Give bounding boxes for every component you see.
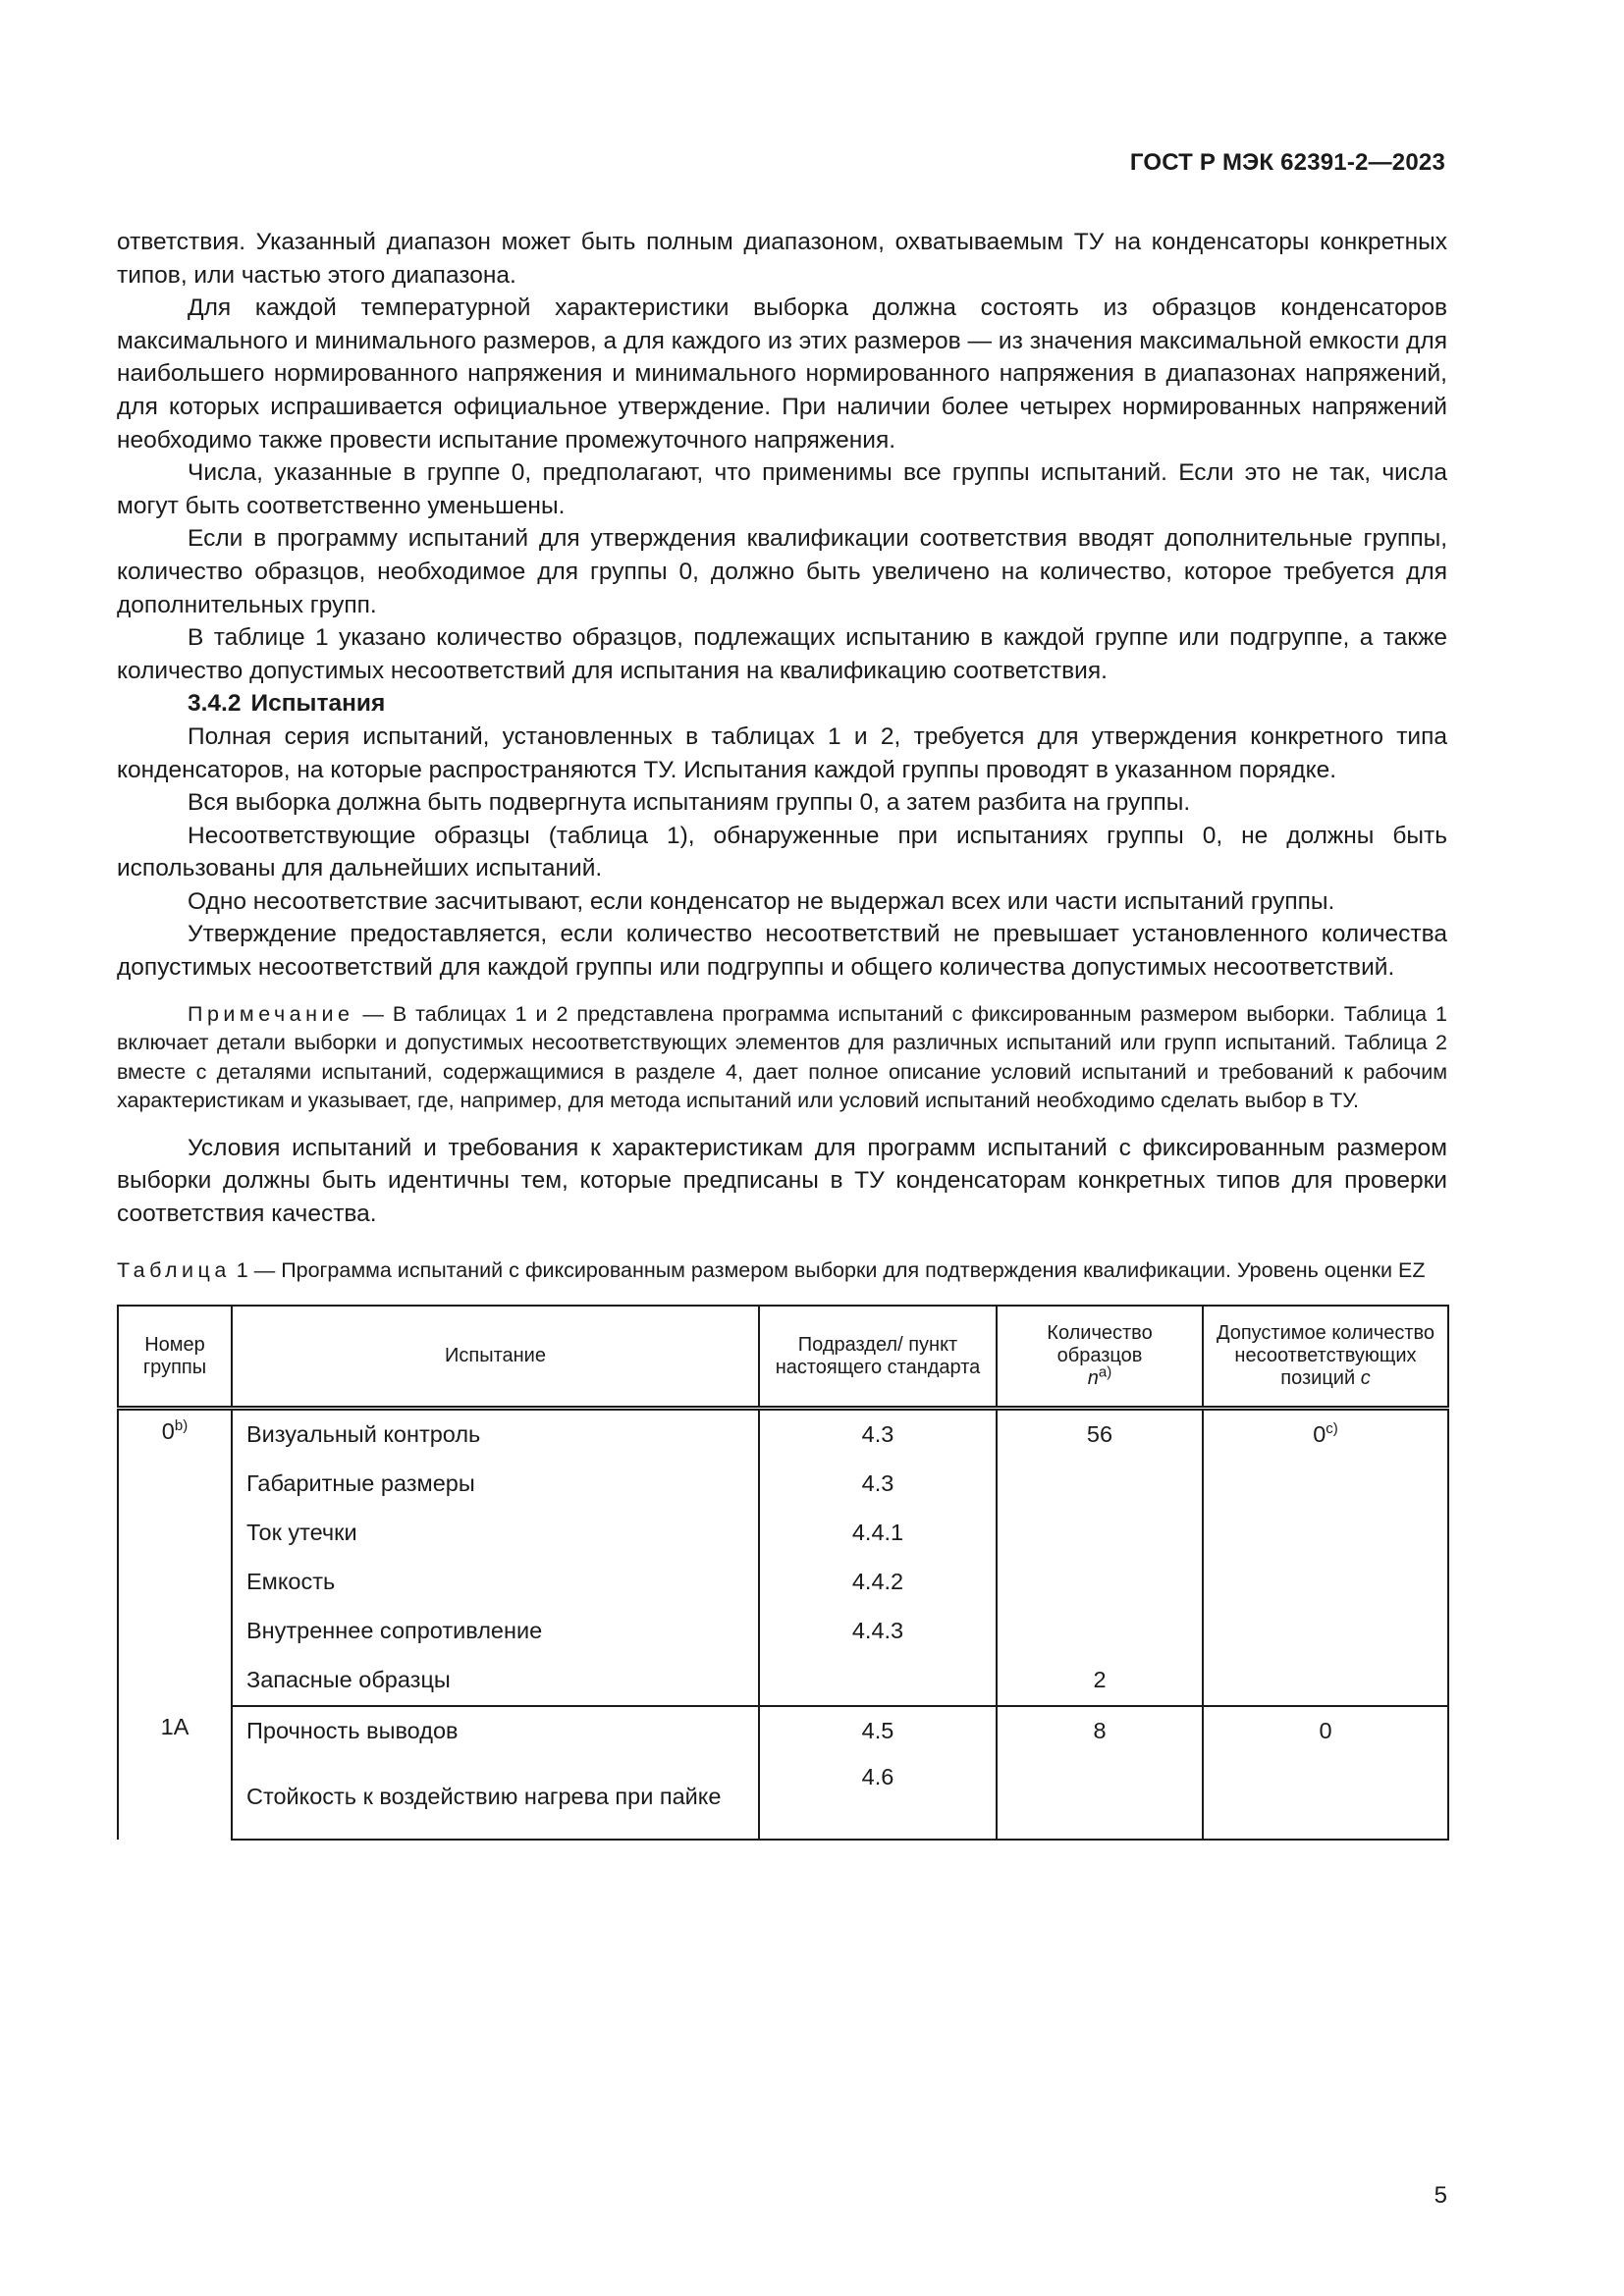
test-name-cell: Запасные образцы [232, 1656, 759, 1706]
header-test: Испытание [232, 1306, 759, 1408]
test-name-cell: Габаритные размеры [232, 1460, 759, 1509]
allowed-cell [1203, 1756, 1448, 1840]
clause-cell: 4.4.3 [759, 1607, 997, 1656]
clause-cell: 4.4.2 [759, 1558, 997, 1607]
allowed-cell [1203, 1607, 1448, 1656]
test-name-cell: Прочность выводов [232, 1706, 759, 1756]
sample-qty-cell [997, 1607, 1203, 1656]
clause-cell: 4.4.1 [759, 1509, 997, 1558]
sample-qty-cell [997, 1756, 1203, 1840]
note-text: — В таблицах 1 и 2 представлена программа испытаний с фиксированным размером выборки. Таблица 1 включает детали выборки и допустимых несоответствующих элементов для различных испытаний или групп испытаний. Таблица 2 вместе с деталями испытаний, содержащимися в разделе 4, дает полное описание условий испытаний и требований к рабочим характеристикам и указывает, где, например, для метода испытаний или условий испытаний необходимо сделать выбор в ТУ. [117, 1001, 1447, 1113]
page-content [117, 226, 1447, 1841]
paragraph: Полная серия испытаний, установленных в таблицах 1 и 2, требуется для утверждения конкретного типа конденсаторов, на которые распространяются ТУ. Испытания каждой группы проводят в указанном порядке. [117, 722, 1447, 783]
paragraph: Для каждой температурной характеристики выборка должна состоять из образцов конденсаторов максимального и минимального размеров, а для каждого из этих размеров — из значения максимальной емкости для наибольшего нормированного напряжения и минимального нормированного напряжения в диапазонах напряжений, для которых испрашивается официальное утверждение. При наличии более четырех нормированных напряжений необходимо также провести испытание промежуточного напряжения. [117, 294, 1447, 454]
header-allowed-nonconforming [1203, 1306, 1448, 1408]
table-header-row [118, 1306, 1448, 1408]
header-sample-qty [997, 1306, 1203, 1408]
page-number: 5 [1434, 2182, 1447, 2209]
test-name-cell: Визуальный контроль [232, 1408, 759, 1460]
paragraph: Несоответствующие образцы (таблица 1), обнаруженные при испытаниях группы 0, не должны быть использованы для дальнейших испытаний. [117, 822, 1447, 882]
table-row [118, 1607, 1448, 1656]
section-number: 3.4.2 [188, 690, 242, 718]
paragraph: Утверждение предоставляется, если количество несоответствий не превышает установленного количества допустимых несоответствий для каждой группы или подгруппы и общего количества допустимых несоответствий. [117, 921, 1447, 982]
paragraph: Одно несоответствие засчитывают, если конденсатор не выдержал всех или части испытаний группы. [188, 887, 1335, 915]
table-row [118, 1408, 1448, 1460]
table-caption [117, 1255, 1447, 1285]
allowed-cell [1203, 1656, 1448, 1706]
paragraph: Вся выборка должна быть подвергнута испытаниям группы 0, а затем разбита на группы. [188, 789, 1191, 817]
header-sample-qty-symbol: n [1087, 1367, 1099, 1390]
note [117, 1000, 1447, 1116]
paragraph: Условия испытаний и требования к характеристикам для программ испытаний с фиксированным размером выборки должны быть идентичны тем, которые предписаны в ТУ конденсаторам конкретных типов для проверки соответствия качества. [117, 1134, 1447, 1227]
table-row [118, 1756, 1448, 1840]
section-heading [117, 687, 1447, 721]
table-row [118, 1558, 1448, 1607]
allowed-cell: 0 [1203, 1706, 1448, 1756]
sample-qty-cell [997, 1509, 1203, 1558]
document-code-header: ГОСТ Р МЭК 62391-2—2023 [1129, 149, 1445, 176]
clause-cell: 4.5 [759, 1706, 997, 1756]
header-clause: Подраздел/ пункт настоящего стандарта [759, 1306, 997, 1408]
paragraph: В таблице 1 указано количество образцов, подлежащих испытанию в каждой группе или подгруппе, а также количество допустимых несоответствий для испытания на квалификацию соответствия. [117, 624, 1447, 684]
paragraph: Числа, указанные в группе 0, предполагают, что применимы все группы испытаний. Если это не так, числа могут быть соответственно уменьшены. [117, 459, 1447, 519]
allowed-cell: 0$^{c)}$ [1203, 1408, 1448, 1460]
allowed-cell [1203, 1460, 1448, 1509]
header-group-number: Номер группы [118, 1306, 232, 1408]
test-name-cell: Ток утечки [232, 1509, 759, 1558]
group-number-cell: 0$^{b)}$ [118, 1408, 232, 1706]
table-row [118, 1509, 1448, 1558]
sample-qty-cell: 8 [997, 1706, 1203, 1756]
clause-cell: 4.3 [759, 1460, 997, 1509]
header-allowed-symbol: c [1360, 1367, 1371, 1390]
table-caption-label: Таблица [117, 1258, 231, 1283]
paragraph: Если в программу испытаний для утверждения квалификации соответствия вводят дополнительные группы, количество образцов, необходимое для группы 0, должно быть увеличено на количество, которое требуется для дополнительных групп. [117, 525, 1447, 618]
test-name-cell: Внутреннее сопротивление [232, 1607, 759, 1656]
clause-cell: 4.6 [759, 1756, 997, 1840]
header-sample-qty-text: Количество образцов [1047, 1322, 1153, 1367]
group-number-cell: 1A [118, 1706, 232, 1840]
note-label: Примечание [188, 1001, 354, 1026]
allowed-cell [1203, 1558, 1448, 1607]
sample-qty-cell: 56 [997, 1408, 1203, 1460]
allowed-cell [1203, 1509, 1448, 1558]
sample-qty-cell [997, 1460, 1203, 1509]
test-name-cell: Стойкость к воздействию нагрева при пайке [232, 1756, 759, 1840]
table-row [118, 1656, 1448, 1706]
footnote-ref: c) [1326, 1420, 1338, 1438]
footnote-ref: a) [1098, 1363, 1112, 1381]
test-name-cell: Емкость [232, 1558, 759, 1607]
paragraph: ответствия. Указанный диапазон может быть полным диапазоном, охватываемым ТУ на конденсаторы конкретных типов, или частью этого диапазона. [117, 229, 1447, 289]
sample-qty-cell [997, 1558, 1203, 1607]
table-row [118, 1706, 1448, 1756]
clause-cell [759, 1656, 997, 1706]
section-title: Испытания [250, 690, 386, 718]
header-allowed-text: Допустимое количество несоответствующих позиций [1216, 1322, 1435, 1390]
table-caption-text: 1 — Программа испытаний с фиксированным размером выборки для подтверждения квалификации. Уровень оценки EZ [230, 1258, 1426, 1283]
clause-cell: 4.3 [759, 1408, 997, 1460]
test-program-table [117, 1305, 1449, 1841]
table-row [118, 1460, 1448, 1509]
sample-qty-cell: 2 [997, 1656, 1203, 1706]
footnote-ref: b) [174, 1417, 189, 1435]
